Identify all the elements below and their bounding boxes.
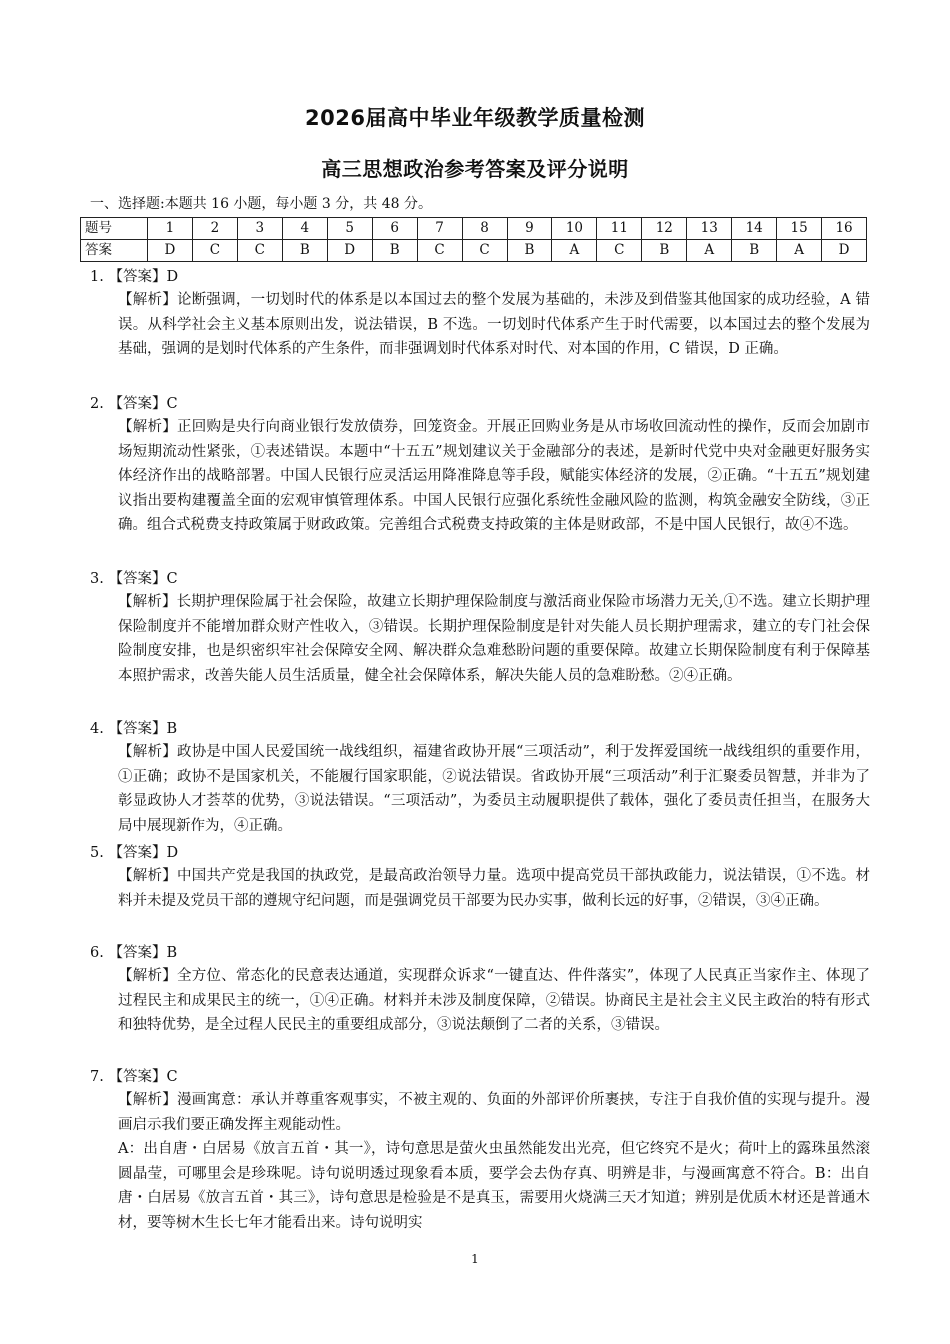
answer-cell: D [148,240,193,262]
answer-cell: B [282,240,327,262]
question-number-cell: 8 [462,218,507,240]
question-number: 2. [90,396,104,412]
answer-cell: B [642,240,687,262]
answer-label: 【答案】D [108,269,179,285]
question-item [90,942,870,1038]
answer-cell: A [687,240,732,262]
explanation-paragraph: 【解析】漫画寓意：承认并尊重客观事实，不被主观的、负面的外部评价所裹挟，专注于自我价值的实现与提升。漫画启示我们要正确发挥主观能动性。 [118,1092,870,1133]
answer-table [80,217,867,262]
answer-label: 【答案】C [108,396,178,412]
explanation [118,864,870,913]
answer-cell: C [192,240,237,262]
answer-label: 【答案】B [108,945,178,961]
explanation [118,415,870,538]
answer-line [90,842,870,864]
question-number: 3. [90,571,104,587]
explanation-paragraph: 【解析】政协是中国人民爱国统一战线组织，福建省政协开展“三项活动”，利于发挥爱国统一战线组织的重要作用，①正确；政协不是国家机关，不能履行国家职能，②说法错误。省政协开展“三项活动”利于汇聚委员智慧，并非为了彰显政协人才荟萃的优势，③说法错误。“三项活动”，为委员主动履职提供了载体，强化了委员责任担当，在服务大局中展现新作为，④正确。 [118,744,870,834]
answer-line [90,266,870,288]
question-item [90,842,870,913]
explanation-paragraph: 【解析】论断强调，一切划时代的体系是以本国过去的整个发展为基础的，未涉及到借鉴其他国家的成功经验，A 错误。从科学社会主义基本原则出发，说法错误，B 不选。一切划时代体系产生于时代需要，以本国过去的整个发展为基础，强调的是划时代体系的产生条件，而非强调划时代体系对时代、对本国的作用，C 错误，D 正确。 [118,292,870,357]
answer-label: 【答案】C [108,571,178,587]
explanation-paragraph: 【解析】中国共产党是我国的执政党，是最高政治领导力量。选项中提高党员干部执政能力，说法错误，①不选。材料并未提及党员干部的遵规守纪问题，而是强调党员干部要为民办实事，做利长远的好事，②错误，③④正确。 [118,868,870,909]
answer-cell: A [552,240,597,262]
explanation-paragraph: 【解析】全方位、常态化的民意表达通道，实现群众诉求“一键直达、件件落实”，体现了人民真正当家作主、体现了过程民主和成果民主的统一，①④正确。材料并未涉及制度保障，②错误。协商民主是社会主义民主政治的特有形式和独特优势，是全过程人民民主的重要组成部分，③说法颠倒了二者的关系，③错误。 [118,968,870,1033]
explanation [118,590,870,688]
question-number: 6. [90,945,104,961]
question-number: 1. [90,269,104,285]
page-title: 2026届高中毕业年级教学质量检测 [305,106,645,130]
answer-line [90,718,870,740]
answer-label: 【答案】C [108,1069,178,1085]
question-item [90,266,870,362]
question-number-cell: 2 [192,218,237,240]
explanation-paragraph: 【解析】正回购是央行向商业银行发放债券，回笼资金。开展正回购业务是从市场收回流动性的操作，反而会加剧市场短期流动性紧张，①表述错误。本题中“十五五”规划建议关于金融部分的表述，是新时代党中央对金融更好服务实体经济作出的战略部署。中国人民银行应灵活运用降准降息等手段，赋能实体经济的发展，②正确。“十五五”规划建议指出要构建覆盖全面的宏观审慎管理体系。中国人民银行应强化系统性金融风险的监测，构筑金融安全防线，③正确。组合式税费支持政策属于财政政策。完善组合式税费支持政策的主体是财政部，不是中国人民银行，故④不选。 [118,419,870,533]
explanation [118,288,870,362]
answer-table-row-label: 题号 [81,218,148,240]
answer-label: 【答案】D [108,845,179,861]
answer-cell: C [597,240,642,262]
question-number-cell: 16 [822,218,867,240]
question-number-cell: 7 [417,218,462,240]
answer-table-row-label: 答案 [81,240,148,262]
answer-table-answer-row [81,240,867,262]
question-number-cell: 1 [148,218,193,240]
answer-label: 【答案】B [108,721,178,737]
question-number-cell: 5 [327,218,372,240]
page-number: 1 [471,1252,479,1266]
answer-cell: C [462,240,507,262]
answer-line [90,568,870,590]
question-number-cell: 11 [597,218,642,240]
question-number-cell: 14 [732,218,777,240]
question-number-cell: 10 [552,218,597,240]
question-item [90,718,870,838]
answer-cell: C [417,240,462,262]
question-number: 4. [90,721,104,737]
question-number-cell: 6 [372,218,417,240]
question-number-cell: 3 [237,218,282,240]
answer-cell: C [237,240,282,262]
question-number-cell: 15 [777,218,822,240]
answer-line [90,942,870,964]
explanation [118,740,870,838]
page-subtitle: 高三思想政治参考答案及评分说明 [321,157,629,181]
explanation-paragraph: 【解析】长期护理保险属于社会保险，故建立长期护理保险制度与激活商业保险市场潜力无关,①不选。建立长期护理保险制度并不能增加群众财产性收入，③错误。长期护理保险制度是针对失能人员长期护理需求，建立的专门社会保险制度安排，也是织密织牢社会保障安全网、解决群众急难愁盼问题的重要保障。故建立长期保险制度有利于保障基本照护需求，改善失能人员生活质量，健全社会保障体系，解决失能人员的急难盼愁。②④正确。 [118,594,870,684]
explanation-paragraph: A：出自唐・白居易《放言五首・其一》，诗句意思是萤火虫虽然能发出光亮，但它终究不是火；荷叶上的露珠虽然滚圆晶莹，可哪里会是珍珠呢。诗句说明透过现象看本质，要学会去伪存真、明辨是非，与漫画寓意不符合。B：出自唐・白居易《放言五首・其三》，诗句意思是检验是不是真玉，需要用火烧满三天才知道；辨别是优质木材还是普通木材，要等树木生长七年才能看出来。诗句说明实 [118,1141,870,1231]
explanation [118,964,870,1038]
question-number-cell: 12 [642,218,687,240]
question-number-cell: 9 [507,218,552,240]
question-number-cell: 13 [687,218,732,240]
answer-table-number-row [81,218,867,240]
question-item [90,1066,870,1235]
answer-cell: B [372,240,417,262]
answer-line [90,393,870,415]
question-number: 7. [90,1069,104,1085]
answer-line [90,1066,870,1088]
explanation [118,1088,870,1235]
answer-cell: D [327,240,372,262]
question-number: 5. [90,845,104,861]
question-item [90,568,870,688]
question-item [90,393,870,538]
answer-cell: D [822,240,867,262]
answer-cell: B [732,240,777,262]
answer-cell: B [507,240,552,262]
question-number-cell: 4 [282,218,327,240]
section-heading: 一、选择题:本题共 16 小题，每小题 3 分，共 48 分。 [90,196,432,212]
answer-cell: A [777,240,822,262]
